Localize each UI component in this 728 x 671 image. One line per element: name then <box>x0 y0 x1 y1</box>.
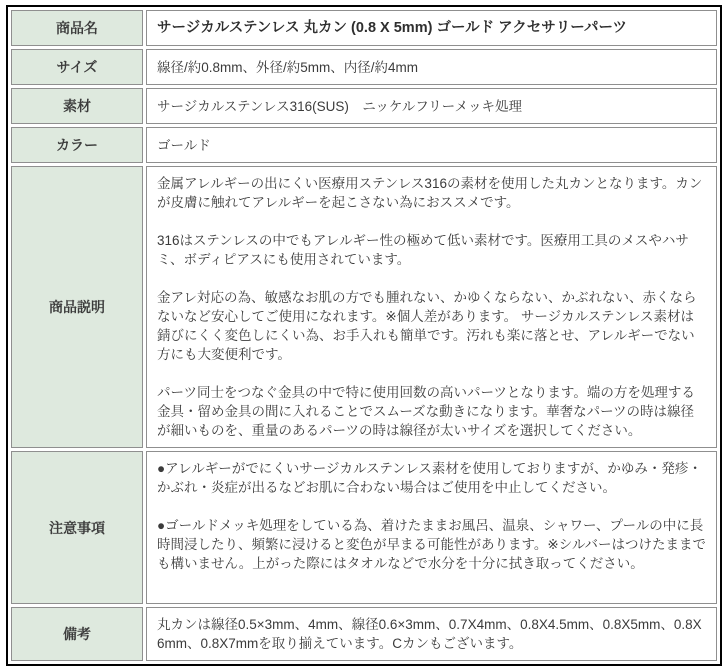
row-value-precautions <box>146 451 717 604</box>
description-paragraph: 金アレ対応の為、敏感なお肌の方でも腫れない、かゆくならない、かぶれない、赤くならないなど安心してご使用になれます。※個人差があります。 サージカルステンレス素材は錆びにくく変色しにくい為、お手入れも簡単です。汚れも楽に落とせ、アレルギーでない方にも大変便利です。 <box>157 290 697 362</box>
table-row-material <box>11 88 717 124</box>
row-value-color: ゴールド <box>146 127 717 163</box>
row-label-size: サイズ <box>11 49 143 85</box>
row-label-color: カラー <box>11 127 143 163</box>
row-value-remarks: 丸カンは線径0.5×3mm、4mm、線径0.6×3mm、0.7X4mm、0.8X4.5mm、0.8X5mm、0.8X6mm、0.8X7mmを取り揃えています。Cカンもございます。 <box>146 607 717 661</box>
precaution-paragraph: ●アレルギーがでにくいサージカルステンレス素材を使用しておりますが、かゆみ・発疹・かぶれ・炎症が出るなどお肌に合わない場合はご使用を中止してください。 <box>157 461 702 495</box>
table-row-color <box>11 127 717 163</box>
row-label-product-name: 商品名 <box>11 10 143 46</box>
row-label-remarks: 備考 <box>11 607 143 661</box>
table-row-precautions <box>11 451 717 604</box>
precaution-paragraph: ●ゴールドメッキ処理をしている為、着けたままお風呂、温泉、シャワー、プールの中に長時間浸したり、頻繁に浸けると変色が早まる可能性があります。※シルバーはつけたままでも構いません。上がった際にはタオルなどで水分を十分に拭き取ってください。 <box>157 518 706 571</box>
description-paragraph: 金属アレルギーの出にくい医療用ステンレス316の素材を使用した丸カンとなります。カンが皮膚に触れてアレルギーを起こさない為におススメです。 <box>157 176 703 210</box>
row-value-material: サージカルステンレス316(SUS) ニッケルフリーメッキ処理 <box>146 88 717 124</box>
table-row-size <box>11 49 717 85</box>
row-value-size: 線径/約0.8mm、外径/約5mm、内径/約4mm <box>146 49 717 85</box>
row-label-material: 素材 <box>11 88 143 124</box>
table-row-product-name <box>11 10 717 46</box>
description-paragraph: 316はステンレスの中でもアレルギー性の極めて低い素材です。医療用工具のメスやハサミ、ボディピアスにも使用されています。 <box>157 233 689 267</box>
row-label-precautions: 注意事項 <box>11 451 143 604</box>
row-value-product-name: サージカルステンレス 丸カン (0.8 X 5mm) ゴールド アクセサリーパーツ <box>146 10 717 46</box>
product-spec-table <box>6 5 722 666</box>
description-paragraph: パーツ同士をつなぐ金具の中で特に使用回数の高いパーツとなります。端の方を処理する金具・留め金具の間に入れることでスムーズな動きになります。華奢なパーツの時は線径が細いものを、重量のあるパーツの時は線径が太いサイズを選択してください。 <box>157 385 695 438</box>
table-row-description <box>11 166 717 448</box>
row-value-description <box>146 166 717 448</box>
table-row-remarks <box>11 607 717 661</box>
row-label-description: 商品説明 <box>11 166 143 448</box>
